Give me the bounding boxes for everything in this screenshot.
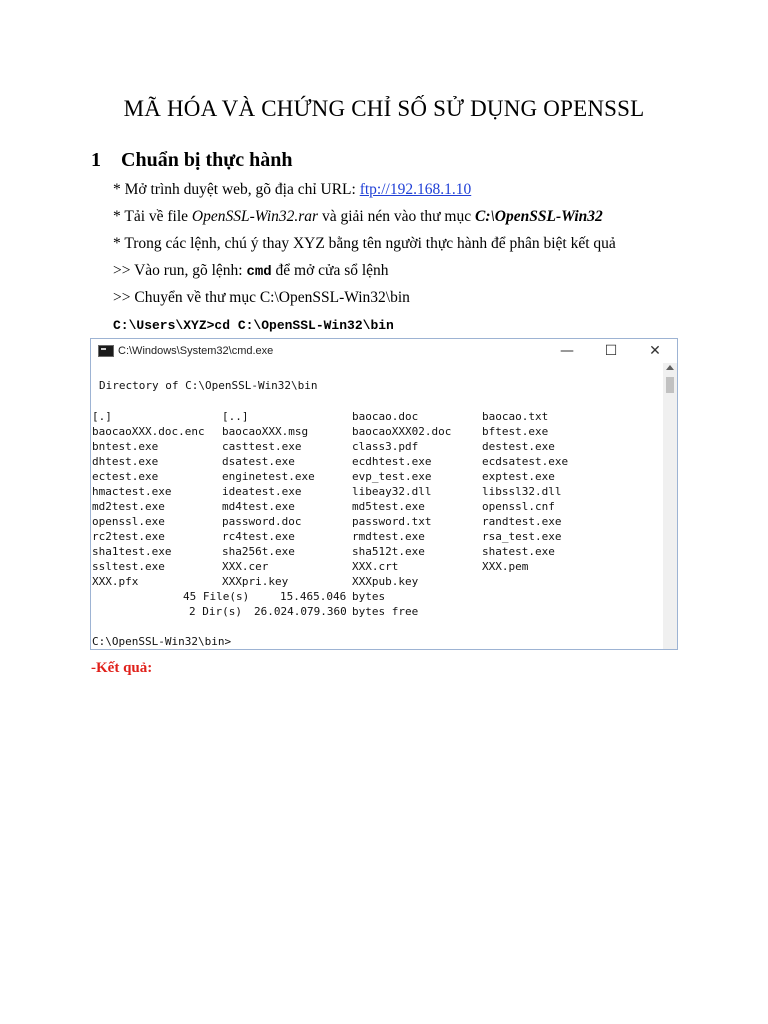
instruction-run-cmd: [113, 262, 389, 280]
file-entry: rc4test.exe: [222, 530, 295, 543]
file-entry: ecdsatest.exe: [482, 455, 569, 468]
vertical-scrollbar[interactable]: [663, 363, 677, 649]
files-unit: bytes: [352, 590, 386, 603]
file-entry: md4test.exe: [222, 500, 295, 513]
file-entry: casttest.exe: [222, 440, 302, 453]
instruction-text: >> Vào run, gõ lệnh:: [113, 262, 247, 279]
file-entry: baocaoXXX.msg: [222, 425, 309, 438]
file-entry: ssltest.exe: [92, 560, 165, 573]
instruction-text: * Mở trình duyệt web, gõ địa chỉ URL:: [113, 181, 360, 198]
dirs-count: 2 Dir(s): [189, 605, 242, 618]
scroll-up-arrow-icon[interactable]: [666, 365, 674, 370]
file-entry: baocao.doc: [352, 410, 419, 423]
file-entry: XXXpub.key: [352, 575, 419, 588]
file-entry: rc2test.exe: [92, 530, 165, 543]
file-entry: dhtest.exe: [92, 455, 159, 468]
ftp-link[interactable]: ftp://192.168.1.10: [359, 181, 472, 198]
files-bytes: 15.465.046: [280, 590, 347, 603]
file-entry: openssl.cnf: [482, 500, 555, 513]
file-entry: password.txt: [352, 515, 432, 528]
section-number: 1: [91, 149, 101, 171]
file-entry: destest.exe: [482, 440, 555, 453]
file-entry: ideatest.exe: [222, 485, 302, 498]
file-entry: XXX.cer: [222, 560, 269, 573]
file-name: OpenSSL-Win32.rar: [191, 208, 319, 225]
console-window: [90, 338, 678, 650]
directory-line: Directory of C:\OpenSSL-Win32\bin: [99, 379, 318, 392]
file-entry: shatest.exe: [482, 545, 555, 558]
console-window-title: C:\Windows\System32\cmd.exe: [118, 345, 274, 357]
file-entry: XXX.pem: [482, 560, 529, 573]
close-button[interactable]: ✕: [649, 343, 661, 359]
file-entry: XXXpri.key: [222, 575, 289, 588]
file-listing: [92, 410, 612, 590]
file-entry: [..]: [222, 410, 249, 423]
section-heading: [91, 149, 293, 172]
file-entry: sha1test.exe: [92, 545, 172, 558]
file-entry: baocao.txt: [482, 410, 549, 423]
file-entry: class3.pdf: [352, 440, 419, 453]
dirs-bytes: 26.024.079.360: [254, 605, 347, 618]
file-entry: XXX.pfx: [92, 575, 139, 588]
file-entry: openssl.exe: [92, 515, 165, 528]
file-entry: rsa_test.exe: [482, 530, 562, 543]
file-entry: bntest.exe: [92, 440, 159, 453]
file-entry: randtest.exe: [482, 515, 562, 528]
file-entry: sha512t.exe: [352, 545, 425, 558]
instruction-text: để mở cửa sổ lệnh: [271, 262, 389, 279]
command-prompt: C:\OpenSSL-Win32\bin>: [92, 635, 232, 648]
files-count: 45 File(s): [183, 590, 250, 603]
file-entry: [482, 575, 612, 590]
file-entry: password.doc: [222, 515, 302, 528]
file-entry: XXX.crt: [352, 560, 399, 573]
dirs-unit: bytes free: [352, 605, 419, 618]
file-entry: hmactest.exe: [92, 485, 172, 498]
file-entry: rmdtest.exe: [352, 530, 425, 543]
file-entry: baocaoXXX02.doc: [352, 425, 452, 438]
file-entry: enginetest.exe: [222, 470, 315, 483]
file-entry: libeay32.dll: [352, 485, 432, 498]
file-entry: [.]: [92, 410, 112, 423]
instruction-change-directory: [113, 289, 410, 307]
instruction-replace-xyz: [113, 235, 616, 253]
file-entry: baocaoXXX.doc.enc: [92, 425, 205, 438]
folder-path: C:\OpenSSL-Win32: [475, 208, 603, 225]
file-entry: dsatest.exe: [222, 455, 295, 468]
instruction-text: * Trong các lệnh, chú ý thay XYZ bằng tên người thực hành để phân biệt kết quả: [113, 235, 616, 252]
file-entry: md2test.exe: [92, 500, 165, 513]
instruction-text: * Tải về file: [113, 208, 192, 225]
maximize-button[interactable]: ☐: [604, 343, 618, 359]
cmd-keyword: cmd: [246, 264, 272, 280]
file-entry: sha256t.exe: [222, 545, 295, 558]
instruction-download-file: [113, 208, 603, 226]
document-title: MÃ HÓA VÀ CHỨNG CHỈ SỐ SỬ DỤNG OPENSSL: [123, 96, 645, 121]
instruction-text: >> Chuyển về thư mục C:\OpenSSL-Win32\bin: [113, 289, 410, 306]
console-titlebar: [91, 339, 677, 363]
file-entry: ectest.exe: [92, 470, 159, 483]
instruction-text: và giải nén vào thư mục: [318, 208, 475, 225]
file-entry: md5test.exe: [352, 500, 425, 513]
console-output[interactable]: [91, 363, 663, 649]
result-label: -Kết quả:: [91, 660, 153, 676]
scroll-thumb[interactable]: [666, 377, 674, 393]
file-entry: ecdhtest.exe: [352, 455, 432, 468]
file-entry: exptest.exe: [482, 470, 555, 483]
cmd-app-icon: [98, 345, 114, 357]
file-entry: libssl32.dll: [482, 485, 562, 498]
command-line: C:\Users\XYZ>cd C:\OpenSSL-Win32\bin: [113, 318, 394, 333]
section-title: Chuẩn bị thực hành: [121, 149, 293, 171]
file-entry: bftest.exe: [482, 425, 549, 438]
minimize-button[interactable]: —: [560, 343, 574, 359]
file-entry: evp_test.exe: [352, 470, 432, 483]
instruction-open-browser: [113, 181, 471, 199]
window-controls: [545, 339, 677, 363]
